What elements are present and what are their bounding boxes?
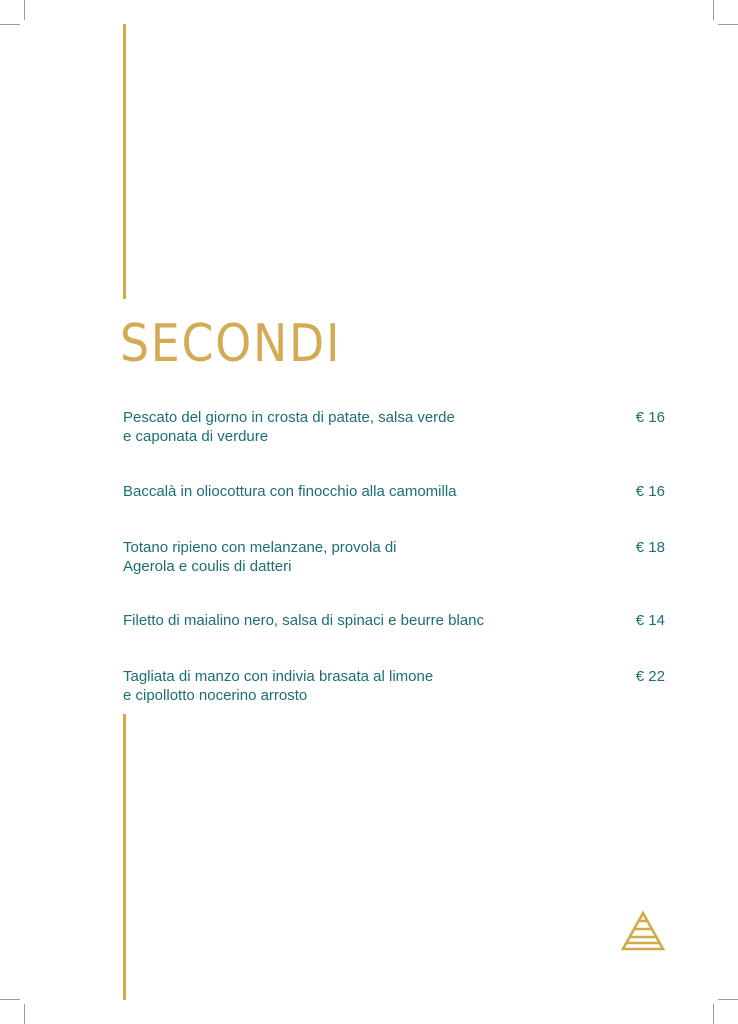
description-line: Agerola e coulis di datteri [123, 558, 292, 575]
crop-mark [24, 1004, 25, 1024]
crop-mark [0, 24, 20, 25]
section-title: SECONDI [120, 314, 342, 374]
stacked-triangle-logo-icon [619, 910, 667, 952]
crop-mark [24, 0, 25, 20]
menu-item [123, 538, 665, 576]
menu-item [123, 611, 665, 630]
menu-item-price: € 22 [635, 668, 665, 685]
gold-rule-bottom [123, 714, 126, 1000]
menu-item-price: € 16 [635, 409, 665, 426]
menu-item-description [123, 667, 593, 705]
menu-item-description [123, 482, 593, 501]
crop-mark [713, 0, 714, 20]
description-line: e cipollotto nocerino arrosto [123, 687, 308, 704]
menu-item-price: € 18 [635, 539, 665, 556]
description-line: Pescato del giorno in crosta di patate, salsa verde [123, 409, 455, 426]
menu-item-description [123, 408, 593, 446]
menu-item-description [123, 538, 593, 576]
crop-mark [713, 1004, 714, 1024]
crop-mark [718, 999, 738, 1000]
menu-item-description [123, 611, 603, 630]
description-line: e caponata di verdure [123, 428, 269, 445]
menu-item-price: € 16 [635, 483, 665, 500]
description-line: Filetto di maialino nero, salsa di spinaci e beurre blanc [123, 612, 485, 629]
menu-item-price: € 14 [635, 612, 665, 629]
menu-item [123, 667, 665, 705]
description-line: Tagliata di manzo con indivia brasata al limone [123, 668, 434, 685]
crop-mark [0, 999, 20, 1000]
description-line: Totano ripieno con melanzane, provola di [123, 539, 397, 556]
gold-rule-top [123, 24, 126, 299]
crop-mark [718, 24, 738, 25]
menu-item [123, 482, 665, 501]
menu-item [123, 408, 665, 446]
description-line: Baccalà in oliocottura con finocchio alla camomilla [123, 483, 457, 500]
